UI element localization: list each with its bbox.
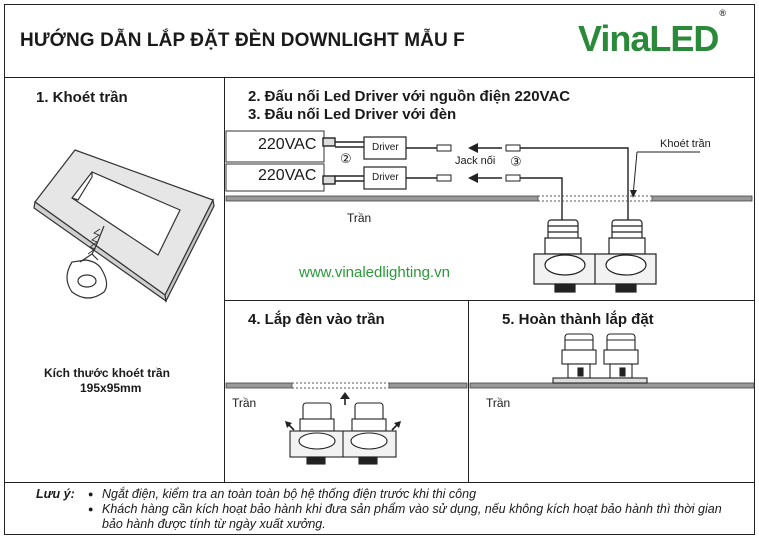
registered-mark: ® — [719, 8, 726, 18]
ceiling-line-step5 — [470, 383, 754, 388]
note-item: ● Khách hàng cần kích hoạt bảo hành khi đưa sản phẩm vào sử dụng, nếu không kích hoạt bảo hành thì thời gian bảo hành được tính từ ngày xuất xưởng. — [88, 502, 728, 532]
step3-marker: ③ — [510, 154, 522, 169]
cutout-size-value: 195x95mm — [80, 381, 142, 395]
driver-label-1: Driver — [372, 142, 399, 153]
jack-label: Jack nối — [455, 155, 496, 167]
logo-text-led: LED — [649, 18, 719, 59]
downlight-fixture-step23 — [534, 220, 656, 292]
ceiling-label-step4: Trần — [232, 396, 257, 410]
step5-title: 5. Hoàn thành lắp đặt — [502, 311, 654, 328]
notes-list — [88, 487, 728, 532]
step2-title: 2. Đấu nối Led Driver với nguồn điện 220VAC — [248, 88, 571, 105]
voltage-label-1: 220VAC — [258, 136, 317, 153]
ceiling-board-illustration — [34, 150, 214, 301]
downlight-fixture-step5 — [553, 334, 647, 383]
page-title: HƯỚNG DẪN LẮP ĐẶT ĐÈN DOWNLIGHT MẪU F — [20, 30, 465, 51]
note-item: ● Ngắt điện, kiểm tra an toàn toàn bộ hệ thống điện trước khi thi công — [88, 487, 728, 502]
voltage-label-2: 220VAC — [258, 167, 317, 184]
cutout-size-label: Kích thước khoét trần — [44, 366, 170, 380]
downlight-fixture-step4 — [285, 403, 401, 464]
cutout-label: Khoét trần — [660, 138, 711, 150]
step1-title: 1. Khoét trần — [36, 89, 128, 106]
up-arrow-step4 — [340, 392, 350, 405]
step2-marker: ② — [340, 151, 352, 166]
website-url: www.vinaledlighting.vn — [299, 264, 450, 281]
ceiling-label-step5: Trần — [486, 396, 511, 410]
driver-label-2: Driver — [372, 172, 399, 183]
ceiling-line-step23 — [226, 196, 752, 201]
ceiling-label-step23: Trần — [347, 211, 372, 225]
notes-label: Lưu ý: — [36, 487, 75, 501]
logo-text-vina: Vina — [578, 18, 650, 59]
ceiling-line-step4 — [226, 383, 467, 388]
step3-title: 3. Đấu nối Led Driver với đèn — [248, 106, 457, 123]
step4-title: 4. Lắp đèn vào trần — [248, 311, 385, 328]
